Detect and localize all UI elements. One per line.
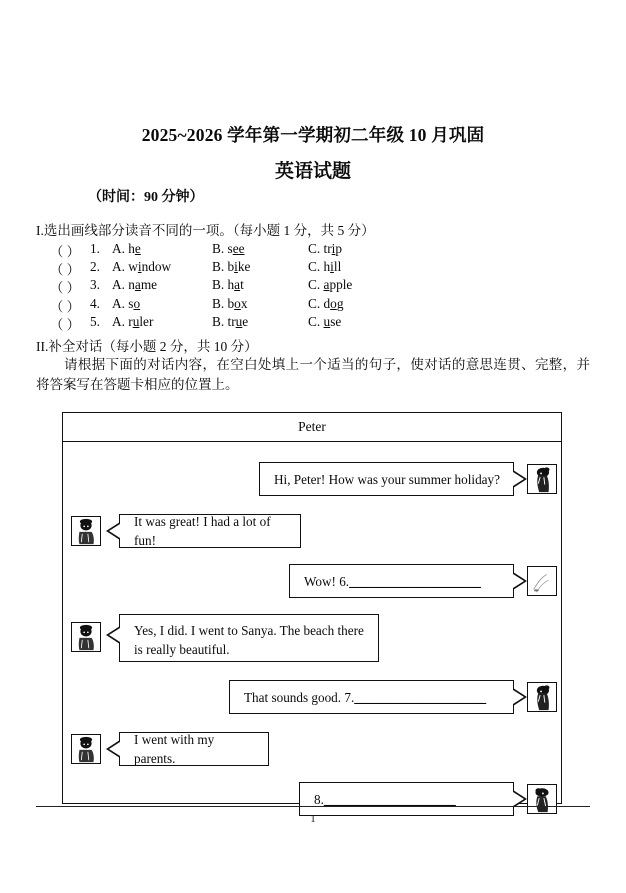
bubble-text: Hi, Peter! How was your summer holiday? (274, 471, 500, 487)
bubble-text (244, 688, 503, 707)
bubble-tail-right-fill-icon (513, 574, 524, 588)
answer-bracket[interactable]: （ ） (50, 280, 80, 296)
section-2-instructions: 请根据下面的对话内容，在空白处填上一个适当的句子，使对话的意思连贯、完整，并将答案写在答题卡相应的位置上。 (36, 357, 590, 392)
exam-duration-note: （时间：90 分钟） (88, 190, 204, 205)
dialogue-body (63, 442, 561, 807)
section-2-heading: II.补全对话（每小题 2 分，共 10 分） (36, 339, 258, 354)
option-b-pre: B. s (212, 241, 233, 256)
option-b-post: e (242, 313, 249, 329)
option-b-underlined: ee (232, 241, 245, 256)
person-portrait-icon (72, 623, 100, 651)
option-a-underlined: i (137, 259, 142, 275)
dialogue-table-header (63, 413, 561, 442)
option-c[interactable] (308, 296, 343, 312)
option-c-pre: C. d (308, 295, 331, 311)
question-row (46, 296, 466, 314)
option-a-pre: A. r (112, 313, 133, 329)
option-c-underlined: a (323, 277, 330, 293)
question-number: 5. (90, 313, 100, 329)
option-b-pre: B. b (212, 259, 235, 275)
bubble-tail-right-fill-icon (513, 690, 524, 704)
option-c-underlined: i (331, 241, 336, 256)
option-a-underlined: a (134, 277, 141, 293)
answer-blank[interactable]: ____________________ (323, 791, 456, 807)
bubble-text: I went with my parents. (134, 732, 215, 766)
person-portrait-icon (528, 683, 556, 711)
option-c-underlined: o (330, 295, 337, 311)
option-a-pre: A. s (112, 295, 134, 311)
option-c-post: g (336, 295, 344, 311)
option-a-post: me (140, 277, 158, 293)
option-c-pre: C. h (308, 259, 331, 275)
option-a-underlined: u (132, 313, 140, 329)
dialogue-partner-name: Peter (298, 419, 326, 434)
option-c[interactable] (308, 241, 342, 257)
person-portrait-icon (528, 465, 556, 493)
bubble-label: 8. (314, 791, 324, 807)
bubble-tail-right-fill-icon (513, 792, 524, 806)
option-b-underlined: a (234, 277, 241, 293)
option-b-pre: B. b (212, 295, 235, 311)
answer-bracket[interactable]: （ ） (50, 244, 80, 259)
person-portrait-icon (528, 785, 556, 813)
option-a-pre: A. n (112, 277, 135, 293)
avatar (527, 566, 557, 596)
option-b[interactable] (212, 277, 244, 293)
page-number: 1 (310, 814, 316, 825)
bubble-text: It was great! I had a lot of fun! (134, 514, 271, 548)
dialogue-table (62, 412, 562, 807)
option-a-post: ndow (141, 259, 172, 275)
answer-blank[interactable]: ____________________ (354, 689, 487, 705)
question-row (46, 241, 466, 259)
question-number: 4. (90, 295, 100, 311)
option-a[interactable] (112, 296, 140, 312)
speech-bubble (229, 680, 514, 714)
option-b[interactable] (212, 259, 250, 275)
question-row (46, 277, 466, 295)
option-b-underlined: i (234, 259, 238, 275)
option-c-post: pple (329, 277, 353, 293)
phonetics-question-list (46, 241, 466, 332)
speech-bubble (299, 782, 514, 816)
option-c-pre: C. tr (308, 241, 332, 256)
page-subtitle: 英语试题 (274, 161, 351, 182)
option-b-post: ke (237, 259, 251, 275)
footer-rule (36, 806, 590, 807)
option-a[interactable] (112, 259, 171, 275)
avatar (527, 682, 557, 712)
option-a[interactable] (112, 277, 157, 293)
option-a-pre: A. w (112, 259, 138, 275)
person-portrait-icon (72, 735, 100, 763)
bubble-tail-left-fill-icon (109, 524, 120, 538)
bubble-label: Wow! 6. (304, 573, 350, 589)
option-c-pre: C. (308, 313, 324, 329)
bubble-label: That sounds good. 7. (244, 689, 355, 705)
speech-bubble (119, 732, 269, 766)
option-a-underlined: o (133, 295, 141, 311)
answer-bracket[interactable]: （ ） (50, 316, 80, 332)
speech-bubble (119, 514, 301, 548)
option-b-underlined: u (235, 313, 243, 329)
option-b-pre: B. h (212, 277, 235, 293)
option-a-underlined: e (134, 241, 141, 256)
option-b-post: t (240, 277, 244, 293)
bubble-tail-left-fill-icon (109, 742, 120, 756)
option-a[interactable] (112, 314, 153, 330)
avatar (71, 622, 101, 652)
option-c-post: p (335, 241, 342, 256)
option-b[interactable] (212, 314, 248, 330)
option-c[interactable] (308, 314, 341, 330)
person-portrait-icon (528, 567, 556, 595)
question-number: 3. (90, 277, 100, 293)
option-c-pre: C. (308, 277, 324, 293)
question-number: 1. (90, 241, 100, 256)
option-b-post: x (240, 295, 248, 311)
bubble-tail-right-fill-icon (513, 472, 524, 486)
option-b-underlined: o (234, 295, 241, 311)
bubble-text (304, 572, 503, 591)
bubble-tail-left-fill-icon (109, 628, 120, 642)
question-number: 2. (90, 259, 100, 275)
option-c-post: ll (333, 259, 342, 275)
page-title: 2025~2026 学年第一学期初二年级 10 月巩固 (141, 125, 485, 145)
option-c-underlined: u (323, 313, 331, 329)
avatar (71, 516, 101, 546)
option-b[interactable] (212, 241, 245, 257)
avatar (71, 734, 101, 764)
speech-bubble (259, 462, 514, 496)
bubble-text: Yes, I did. I went to Sanya. The beach there is really beautiful. (134, 623, 364, 657)
option-a[interactable] (112, 241, 141, 257)
option-a-pre: A. h (112, 241, 135, 256)
section-1-heading: I.选出画线部分读音不同的一项。（每小题 1 分，共 5 分） (36, 223, 375, 238)
option-c[interactable] (308, 259, 341, 275)
speech-bubble (119, 614, 379, 662)
option-a-post: ler (139, 313, 154, 329)
option-c-post: se (330, 313, 342, 329)
answer-bracket[interactable]: （ ） (50, 298, 80, 314)
speech-bubble (289, 564, 514, 598)
avatar (527, 464, 557, 494)
question-row (46, 314, 466, 332)
option-b-pre: B. tr (212, 313, 236, 329)
answer-bracket[interactable]: （ ） (50, 262, 80, 278)
question-row (46, 259, 466, 277)
answer-blank[interactable]: ____________________ (349, 573, 481, 589)
avatar (527, 784, 557, 814)
person-portrait-icon (72, 517, 100, 545)
option-b[interactable] (212, 296, 247, 312)
option-c[interactable] (308, 277, 352, 293)
option-c-underlined: i (330, 259, 334, 275)
